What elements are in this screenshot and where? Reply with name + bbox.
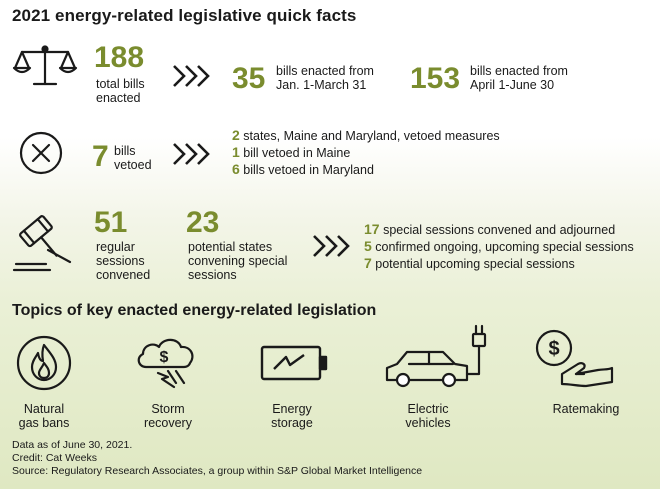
page-title: 2021 energy-related legislative quick facts: [12, 6, 357, 25]
list-item: 5 confirmed ongoing, upcoming special sessions: [364, 238, 634, 254]
regular-sessions-value: 51: [94, 206, 128, 239]
regular-sessions-label: regular sessions convened: [96, 240, 151, 282]
gavel-icon: [12, 210, 78, 274]
list-item: 1 bill vetoed in Maine: [232, 144, 351, 160]
q1-bills-label: bills enacted from Jan. 1-March 31: [276, 64, 374, 92]
total-bills-value: 188: [94, 41, 145, 74]
topic-electric-vehicles: Electric vehicles: [405, 402, 451, 430]
topic-natural-gas-bans: Natural gas bans: [18, 402, 70, 430]
chevrons-icon: [312, 234, 356, 258]
topic-storm-recovery: Storm recovery: [144, 402, 192, 430]
topic-energy-storage: Energy storage: [271, 402, 313, 430]
special-sessions-list: [364, 221, 634, 272]
dollar-hand-icon: [532, 326, 616, 390]
battery-icon: [258, 343, 330, 383]
list-item: 6 bills vetoed in Maryland: [232, 161, 374, 177]
electric-car-icon: [383, 320, 493, 392]
storm-cloud-icon: [134, 333, 200, 393]
flame-icon: [14, 333, 74, 393]
vetoed-value: 7: [92, 140, 109, 173]
footer-date-note: Data as of June 30, 2021.: [12, 439, 133, 451]
x-circle-icon: [18, 130, 64, 176]
footer-source: Source: Regulatory Research Associates, a group within S&P Global Market Intelligence: [12, 465, 423, 477]
total-bills-label: total bills enacted: [96, 77, 145, 105]
chevrons-icon: [172, 142, 216, 166]
potential-states-label: potential states convening special sessions: [188, 240, 288, 282]
svg-text:$: $: [548, 338, 560, 360]
scales-icon: [12, 44, 78, 88]
q2-bills-label: bills enacted from April 1-June 30: [470, 64, 568, 92]
svg-text:$: $: [159, 349, 169, 366]
q2-bills-value: 153: [410, 62, 461, 95]
veto-details-list: [232, 127, 500, 178]
list-item: 7 potential upcoming special sessions: [364, 255, 575, 271]
topic-ratemaking: Ratemaking: [552, 402, 620, 416]
chevrons-icon: [172, 64, 216, 88]
list-item: 2 states, Maine and Maryland, vetoed measures: [232, 127, 500, 143]
q1-bills-value: 35: [232, 62, 266, 95]
vetoed-label: bills vetoed: [114, 144, 152, 172]
topics-title: Topics of key enacted energy-related legislation: [12, 302, 377, 319]
footer-credit: Credit: Cat Weeks: [12, 452, 97, 464]
potential-states-value: 23: [186, 206, 220, 239]
list-item: 17 special sessions convened and adjourned: [364, 221, 616, 237]
